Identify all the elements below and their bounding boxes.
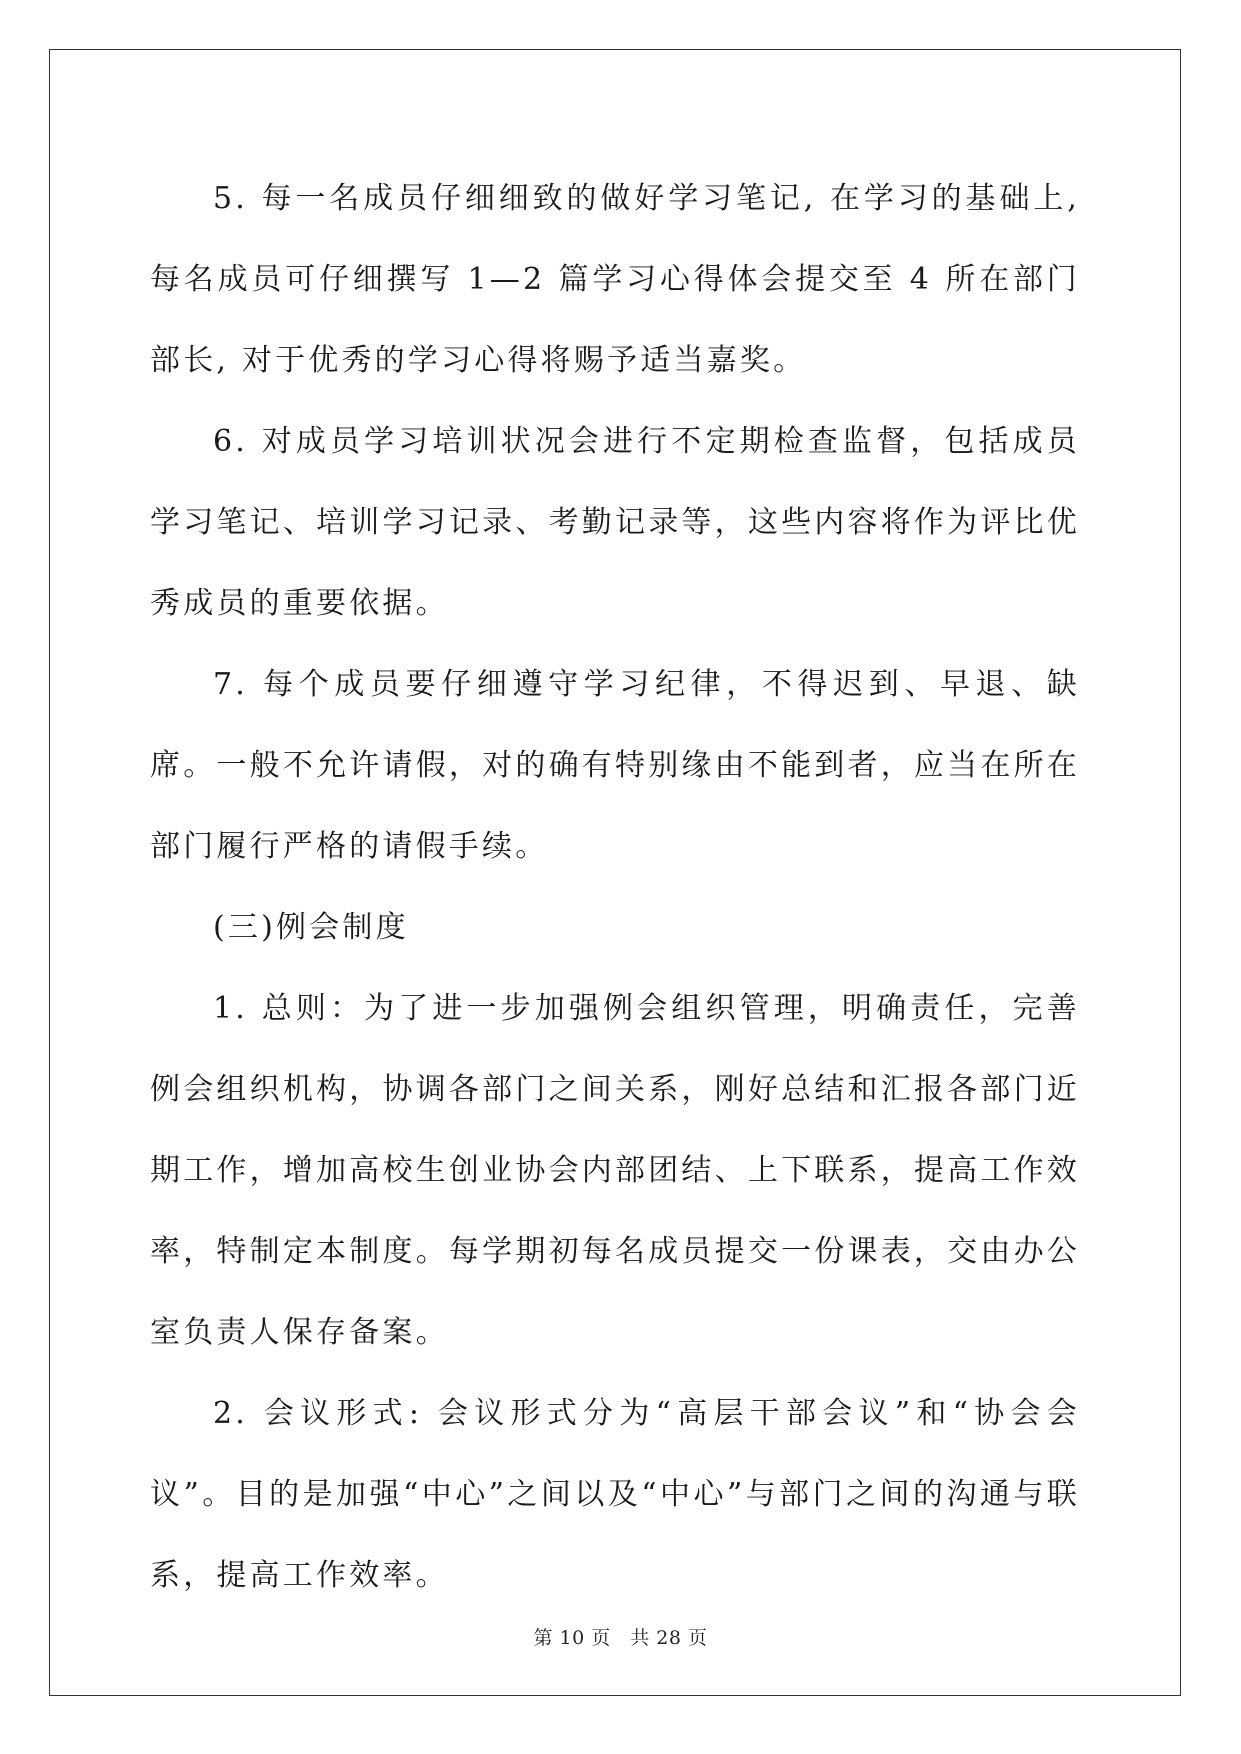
paragraph-meeting-format: 2. 会议形式: 会议形式分为“高层干部会议”和“协会会议”。目的是加强“中心”之间以及“中心”与部门之间的沟通与联系，提高工作效率。	[150, 1396, 1080, 1593]
paragraph-item-5: 5. 每一名成员仔细细致的做好学习笔记, 在学习的基础上, 每名成员可仔细撰写 1—2 篇学习心得体会提交至 4 所在部门部长, 对于优秀的学习心得将赐予适当嘉奖。	[150, 181, 1080, 378]
section-heading-meeting-system: (三)例会制度	[213, 910, 409, 945]
paragraph-item-7: 7. 每个成员要仔细遵守学习纪律，不得迟到、早退、缺席。一般不允许请假，对的确有特别缘由不能到者，应当在所在部门履行严格的请假手续。	[150, 667, 1080, 864]
paragraph-general-rules: 1. 总则：为了进一步加强例会组织管理，明确责任，完善例会组织机构，协调各部门之间关系，刚好总结和汇报各部门近期工作，增加高校生创业协会内部团结、上下联系，提高工作效率，特制定本制度。每学期初每名成员提交一份课表，交由办公室负责人保存备案。	[150, 991, 1080, 1350]
document-body	[150, 158, 1080, 1616]
page-number-footer: 第 10 页 共 28 页	[533, 1627, 708, 1649]
paragraph-item-6: 6. 对成员学习培训状况会进行不定期检查监督，包括成员学习笔记、培训学习记录、考勤记录等，这些内容将作为评比优秀成员的重要依据。	[150, 424, 1080, 621]
